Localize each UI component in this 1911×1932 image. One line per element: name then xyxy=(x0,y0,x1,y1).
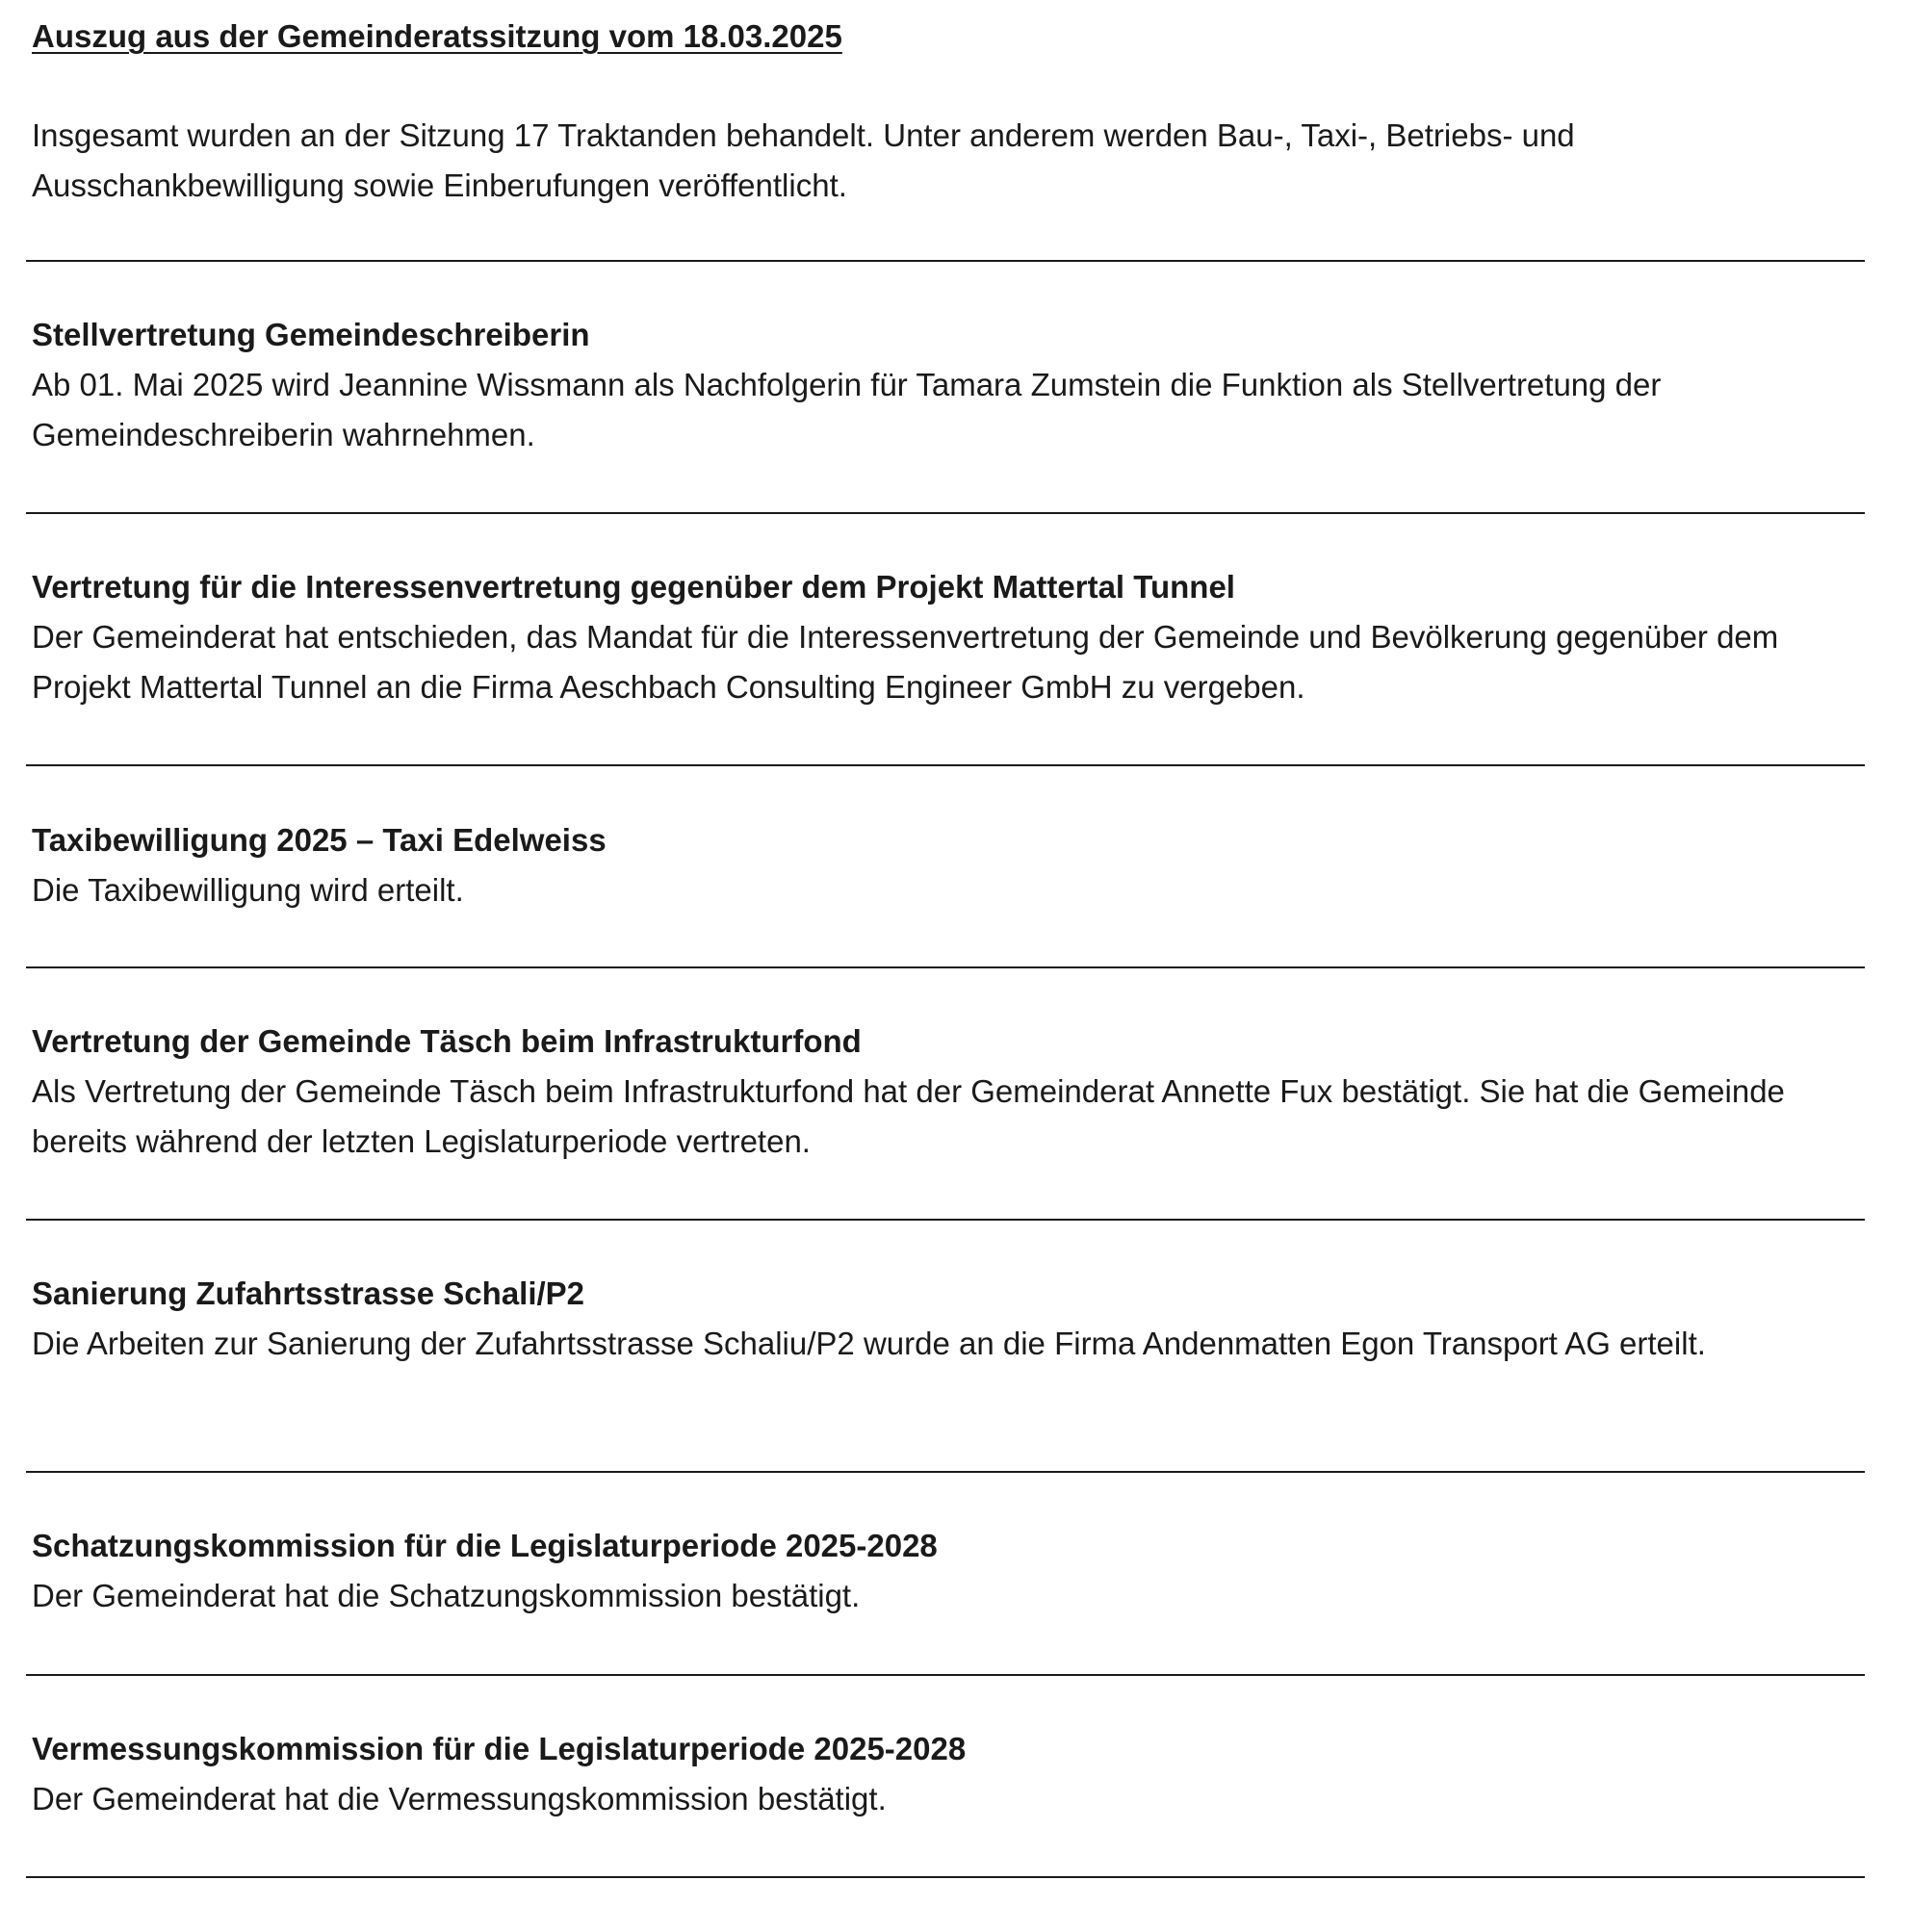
section-body: Der Gemeinderat hat die Vermessungskommission bestätigt. xyxy=(32,1781,887,1816)
section-divider xyxy=(26,764,1865,766)
section-body: Als Vertretung der Gemeinde Täsch beim Infrastrukturfond hat der Gemeinderat Annette Fux bestätigt. Sie hat die Gemeinde bereits während der letzten Legislaturperiode vertreten. xyxy=(32,1073,1785,1159)
section-body: Ab 01. Mai 2025 wird Jeannine Wissmann als Nachfolgerin für Tamara Zumstein die Funktion als Stellvertretung der Gemeindeschreiberin wahrnehmen. xyxy=(32,367,1662,452)
section-heading: Vermessungskommission für die Legislaturperiode 2025-2028 xyxy=(32,1731,967,1766)
section-heading: Taxibewilligung 2025 – Taxi Edelweiss xyxy=(32,822,607,858)
section-body: Die Taxibewilligung wird erteilt. xyxy=(32,872,464,908)
section-heading: Vertretung für die Interessenvertretung gegenüber dem Projekt Mattertal Tunnel xyxy=(32,569,1235,605)
section-vermessungskommission xyxy=(32,1724,1861,1824)
section-heading: Vertretung der Gemeinde Täsch beim Infrastrukturfond xyxy=(32,1023,862,1059)
section-heading: Sanierung Zufahrtsstrasse Schali/P2 xyxy=(32,1275,585,1311)
section-infrastrukturfond xyxy=(32,1017,1861,1167)
section-taxibewilligung xyxy=(32,815,1861,915)
section-divider xyxy=(26,512,1865,514)
section-divider xyxy=(26,1674,1865,1676)
intro-paragraph: Insgesamt wurden an der Sitzung 17 Traktanden behandelt. Unter anderem werden Bau-, Taxi-, Betriebs- und Ausschankbewilligung sowie Einberufungen veröffentlicht. xyxy=(32,117,1575,203)
section-divider xyxy=(26,1471,1865,1473)
section-zufahrtsstrasse xyxy=(32,1269,1861,1369)
section-divider xyxy=(26,1219,1865,1221)
section-divider xyxy=(26,260,1865,262)
document-title: Auszug aus der Gemeinderatssitzung vom 18.03.2025 xyxy=(32,18,842,54)
section-body: Die Arbeiten zur Sanierung der Zufahrtsstrasse Schaliu/P2 wurde an die Firma Andenmatten Egon Transport AG erteilt. xyxy=(32,1326,1706,1361)
section-mattertal-tunnel xyxy=(32,562,1861,712)
section-divider xyxy=(26,966,1865,968)
section-stellvertretung xyxy=(32,310,1861,460)
section-schatzungskommission xyxy=(32,1521,1861,1621)
section-body: Der Gemeinderat hat entschieden, das Mandat für die Interessenvertretung der Gemeinde und Bevölkerung gegenüber dem Projekt Mattertal Tunnel an die Firma Aeschbach Consulting Engineer GmbH zu vergeben. xyxy=(32,619,1779,705)
section-heading: Stellvertretung Gemeindeschreiberin xyxy=(32,317,590,352)
section-body: Der Gemeinderat hat die Schatzungskommission bestätigt. xyxy=(32,1578,861,1613)
section-heading: Schatzungskommission für die Legislaturperiode 2025-2028 xyxy=(32,1528,938,1563)
section-divider xyxy=(26,1876,1865,1878)
